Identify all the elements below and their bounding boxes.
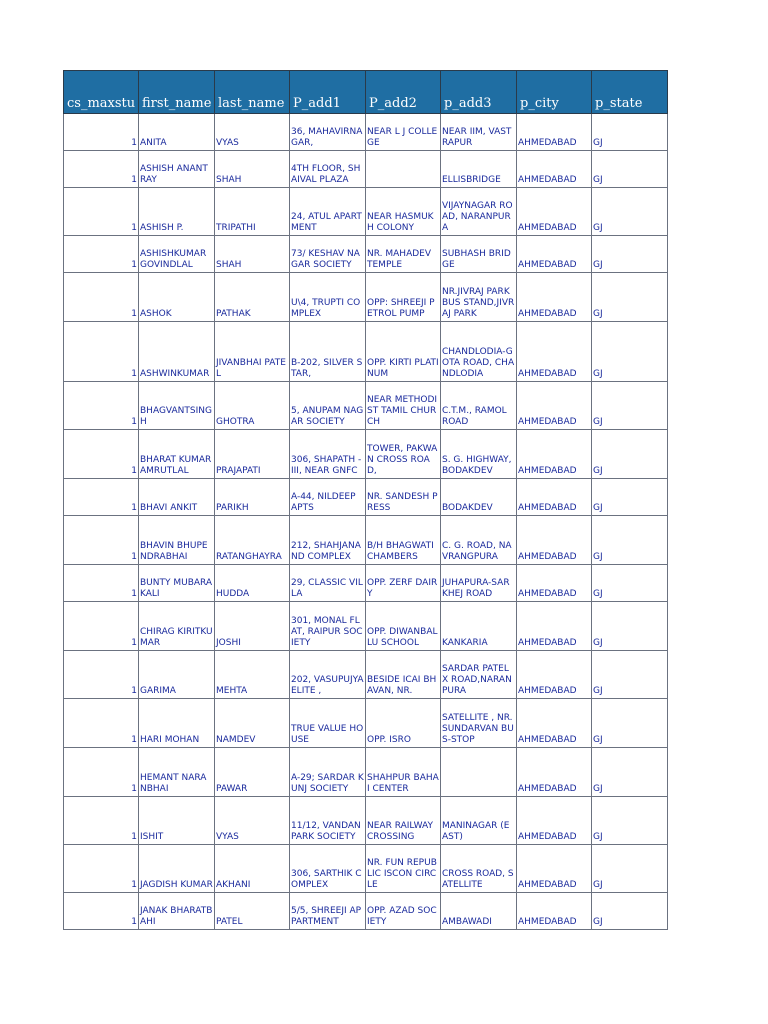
cell-p-city[interactable]: AHMEDABAD [517,151,592,188]
header-p-add2[interactable]: P_add2 [366,71,441,114]
cell-last-name[interactable]: VYAS [215,114,290,151]
cell-cs-maxstu[interactable]: 1 [64,893,139,930]
cell-p-add1[interactable]: 306, SHAPATH - III, NEAR GNFC [290,430,366,479]
cell-p-add3[interactable]: ELLISBRIDGE [441,151,517,188]
cell-p-add3[interactable]: C. G. ROAD, NAVRANGPURA [441,516,517,565]
cell-p-city[interactable]: AHMEDABAD [517,651,592,699]
cell-p-state[interactable]: GJ [592,430,668,479]
cell-p-add3[interactable]: SATELLITE , NR. SUNDARVAN BUS-STOP [441,699,517,748]
cell-p-add1[interactable]: 73/ KESHAV NAGAR SOCIETY [290,236,366,273]
cell-p-add2[interactable]: NR. SANDESH PRESS [366,479,441,516]
cell-first-name[interactable]: BHAGVANTSINGH [139,382,215,430]
cell-p-city[interactable]: AHMEDABAD [517,797,592,845]
cell-p-add2[interactable]: BESIDE ICAI BHAVAN, NR. [366,651,441,699]
table-row [64,651,668,699]
cell-p-state[interactable]: GJ [592,236,668,273]
header-first-name[interactable]: first_name [139,71,215,114]
cell-p-city[interactable]: AHMEDABAD [517,479,592,516]
table-row [64,479,668,516]
cell-p-state[interactable]: GJ [592,565,668,602]
cell-p-add2[interactable]: NEAR HASMUKH COLONY [366,188,441,236]
cell-p-add2[interactable]: NEAR RAILWAY CROSSING [366,797,441,845]
cell-first-name[interactable]: ASHISH P. [139,188,215,236]
cell-p-add1[interactable]: 5/5, SHREEJI APPARTMENT [290,893,366,930]
cell-p-state[interactable]: GJ [592,797,668,845]
table-row [64,188,668,236]
cell-cs-maxstu[interactable]: 1 [64,430,139,479]
cell-p-state[interactable]: GJ [592,516,668,565]
cell-first-name[interactable]: ASHISH ANANTRAY [139,151,215,188]
cell-cs-maxstu[interactable]: 1 [64,748,139,797]
cell-p-state[interactable]: GJ [592,114,668,151]
table-row [64,565,668,602]
table-row [64,845,668,893]
cell-first-name[interactable]: ISHIT [139,797,215,845]
cell-p-city[interactable]: AHMEDABAD [517,430,592,479]
cell-p-city[interactable]: AHMEDABAD [517,602,592,651]
cell-p-add3[interactable]: MANINAGAR (EAST) [441,797,517,845]
cell-cs-maxstu[interactable]: 1 [64,188,139,236]
cell-last-name[interactable]: NAMDEV [215,699,290,748]
cell-cs-maxstu[interactable]: 1 [64,151,139,188]
header-p-state[interactable]: p_state [592,71,668,114]
cell-p-state[interactable]: GJ [592,479,668,516]
cell-p-city[interactable]: AHMEDABAD [517,236,592,273]
cell-last-name[interactable]: SHAH [215,236,290,273]
cell-p-add2[interactable]: NEAR L J COLLEGE [366,114,441,151]
cell-p-add3[interactable]: SARDAR PATEL X ROAD,NARANPURA [441,651,517,699]
table-row [64,893,668,930]
cell-cs-maxstu[interactable]: 1 [64,797,139,845]
cell-last-name[interactable]: PATHAK [215,273,290,322]
header-cs-maxstu[interactable]: cs_maxstu [64,71,139,114]
cell-first-name[interactable]: BHAVIN BHUPENDRABHAI [139,516,215,565]
cell-last-name[interactable]: PARIKH [215,479,290,516]
cell-p-add1[interactable]: B-202, SILVER STAR, [290,322,366,382]
cell-p-add1[interactable]: U\4, TRUPTI COMPLEX [290,273,366,322]
cell-last-name[interactable]: VYAS [215,797,290,845]
cell-p-city[interactable]: AHMEDABAD [517,114,592,151]
cell-p-add1[interactable]: 301, MONAL FLAT, RAIPUR SOCIETY [290,602,366,651]
cell-p-add1[interactable]: 29, CLASSIC VILLA [290,565,366,602]
cell-last-name[interactable]: GHOTRA [215,382,290,430]
cell-p-add3[interactable]: BODAKDEV [441,479,517,516]
cell-p-state[interactable]: GJ [592,845,668,893]
cell-first-name[interactable]: JAGDISH KUMAR [139,845,215,893]
cell-p-add3[interactable]: JUHAPURA-SARKHEJ ROAD [441,565,517,602]
cell-last-name[interactable]: PAWAR [215,748,290,797]
cell-p-add1[interactable]: A-44, NILDEEP APTS [290,479,366,516]
cell-cs-maxstu[interactable]: 1 [64,236,139,273]
cell-p-add2[interactable]: NR. MAHADEV TEMPLE [366,236,441,273]
cell-p-add1[interactable]: 212, SHAHJANAND COMPLEX [290,516,366,565]
cell-first-name[interactable]: BHARAT KUMAR AMRUTLAL [139,430,215,479]
cell-p-add3[interactable]: VIJAYNAGAR ROAD, NARANPURA [441,188,517,236]
cell-last-name[interactable]: PATEL [215,893,290,930]
cell-first-name[interactable]: ANITA [139,114,215,151]
cell-p-city[interactable]: AHMEDABAD [517,565,592,602]
cell-cs-maxstu[interactable]: 1 [64,322,139,382]
cell-p-add1[interactable]: TRUE VALUE HOUSE [290,699,366,748]
cell-last-name[interactable]: PRAJAPATI [215,430,290,479]
cell-p-state[interactable]: GJ [592,382,668,430]
table-row [64,273,668,322]
cell-p-city[interactable]: AHMEDABAD [517,748,592,797]
cell-p-add1[interactable]: 5, ANUPAM NAGAR SOCIETY [290,382,366,430]
cell-p-city[interactable]: AHMEDABAD [517,273,592,322]
table-row [64,516,668,565]
cell-p-add3[interactable]: AMBAWADI [441,893,517,930]
cell-cs-maxstu[interactable]: 1 [64,382,139,430]
cell-p-add2[interactable]: NR. FUN REPUBLIC ISCON CIRCLE [366,845,441,893]
cell-p-add2[interactable]: OPP. KIRTI PLATINUM [366,322,441,382]
cell-p-add2[interactable]: OPP. AZAD SOCIETY [366,893,441,930]
cell-p-add1[interactable]: 36, MAHAVIRNAGAR, [290,114,366,151]
cell-p-add3[interactable]: KANKARIA [441,602,517,651]
cell-first-name[interactable]: BHAVI ANKIT [139,479,215,516]
cell-cs-maxstu[interactable]: 1 [64,651,139,699]
cell-first-name[interactable]: CHIRAG KIRITKUMAR [139,602,215,651]
table-row [64,322,668,382]
cell-p-state[interactable]: GJ [592,188,668,236]
cell-p-add3[interactable]: S. G. HIGHWAY, BODAKDEV [441,430,517,479]
cell-p-add3[interactable]: NEAR IIM, VASTRAPUR [441,114,517,151]
cell-p-add1[interactable]: A-29; SARDAR KUNJ SOCIETY [290,748,366,797]
cell-p-add1[interactable]: 4TH FLOOR, SHAIVAL PLAZA [290,151,366,188]
cell-p-add2[interactable]: OPP. ISRO [366,699,441,748]
cell-p-add3[interactable]: CROSS ROAD, SATELLITE [441,845,517,893]
cell-first-name[interactable]: HARI MOHAN [139,699,215,748]
cell-cs-maxstu[interactable]: 1 [64,273,139,322]
cell-p-add1[interactable]: 11/12, VANDAN PARK SOCIETY [290,797,366,845]
cell-last-name[interactable]: SHAH [215,151,290,188]
header-p-add1[interactable]: P_add1 [290,71,366,114]
cell-p-city[interactable]: AHMEDABAD [517,382,592,430]
cell-p-add1[interactable]: 202, VASUPUJYA ELITE , [290,651,366,699]
table-row [64,114,668,151]
cell-p-city[interactable]: AHMEDABAD [517,188,592,236]
cell-first-name[interactable]: ASHISHKUMAR GOVINDLAL [139,236,215,273]
cell-p-state[interactable]: GJ [592,893,668,930]
cell-p-add3[interactable]: C.T.M., RAMOL ROAD [441,382,517,430]
table-row [64,236,668,273]
cell-first-name[interactable]: ASHOK [139,273,215,322]
cell-first-name[interactable]: BUNTY MUBARAKALI [139,565,215,602]
cell-p-state[interactable]: GJ [592,151,668,188]
spreadsheet-table [63,70,668,930]
cell-p-state[interactable]: GJ [592,322,668,382]
cell-p-add2[interactable]: OPP. DIWANBALLU SCHOOL [366,602,441,651]
cell-p-add3[interactable]: CHANDLODIA-GOTA ROAD, CHANDLODIA [441,322,517,382]
cell-last-name[interactable]: JOSHI [215,602,290,651]
cell-cs-maxstu[interactable]: 1 [64,516,139,565]
cell-p-add1[interactable]: 306, SARTHIK COMPLEX [290,845,366,893]
cell-p-state[interactable]: GJ [592,748,668,797]
cell-last-name[interactable]: HUDDA [215,565,290,602]
cell-p-add2[interactable]: OPP. ZERF DAIRY [366,565,441,602]
table-row [64,382,668,430]
table-row [64,430,668,479]
cell-last-name[interactable]: RATANGHAYRA [215,516,290,565]
header-p-city[interactable]: p_city [517,71,592,114]
table-row [64,748,668,797]
cell-first-name[interactable]: JANAK BHARATBAHI [139,893,215,930]
table-row [64,151,668,188]
cell-p-add3[interactable] [441,748,517,797]
cell-p-add3[interactable]: SUBHASH BRIDGE [441,236,517,273]
cell-p-city[interactable]: AHMEDABAD [517,845,592,893]
cell-p-add2[interactable] [366,151,441,188]
cell-p-add2[interactable]: SHAHPUR BAHAI CENTER [366,748,441,797]
cell-p-add2[interactable]: OPP: SHREEJI PETROL PUMP [366,273,441,322]
cell-p-city[interactable]: AHMEDABAD [517,699,592,748]
table-row [64,797,668,845]
table-row [64,699,668,748]
cell-first-name[interactable]: GARIMA [139,651,215,699]
cell-last-name[interactable]: MEHTA [215,651,290,699]
cell-p-city[interactable]: AHMEDABAD [517,516,592,565]
cell-first-name[interactable]: ASHWINKUMAR [139,322,215,382]
cell-cs-maxstu[interactable]: 1 [64,479,139,516]
cell-p-add2[interactable]: B/H BHAGWATI CHAMBERS [366,516,441,565]
cell-first-name[interactable]: HEMANT NARANBHAI [139,748,215,797]
header-last-name[interactable]: last_name [215,71,290,114]
cell-last-name[interactable]: TRIPATHI [215,188,290,236]
cell-cs-maxstu[interactable]: 1 [64,699,139,748]
cell-last-name[interactable]: JIVANBHAI PATEL [215,322,290,382]
cell-cs-maxstu[interactable]: 1 [64,565,139,602]
cell-p-add3[interactable]: NR.JIVRAJ PARK BUS STAND,JIVRAJ PARK [441,273,517,322]
cell-p-add1[interactable]: 24, ATUL APARTMENT [290,188,366,236]
cell-p-state[interactable]: GJ [592,651,668,699]
cell-p-state[interactable]: GJ [592,699,668,748]
cell-cs-maxstu[interactable]: 1 [64,602,139,651]
cell-last-name[interactable]: AKHANI [215,845,290,893]
cell-p-city[interactable]: AHMEDABAD [517,322,592,382]
header-p-add3[interactable]: p_add3 [441,71,517,114]
cell-cs-maxstu[interactable]: 1 [64,845,139,893]
cell-p-state[interactable]: GJ [592,273,668,322]
cell-p-state[interactable]: GJ [592,602,668,651]
cell-p-add2[interactable]: NEAR METHODIST TAMIL CHURCH [366,382,441,430]
header-row [64,71,668,114]
cell-cs-maxstu[interactable]: 1 [64,114,139,151]
cell-p-add2[interactable]: TOWER, PAKWAN CROSS ROAD, [366,430,441,479]
table-row [64,602,668,651]
cell-p-city[interactable]: AHMEDABAD [517,893,592,930]
